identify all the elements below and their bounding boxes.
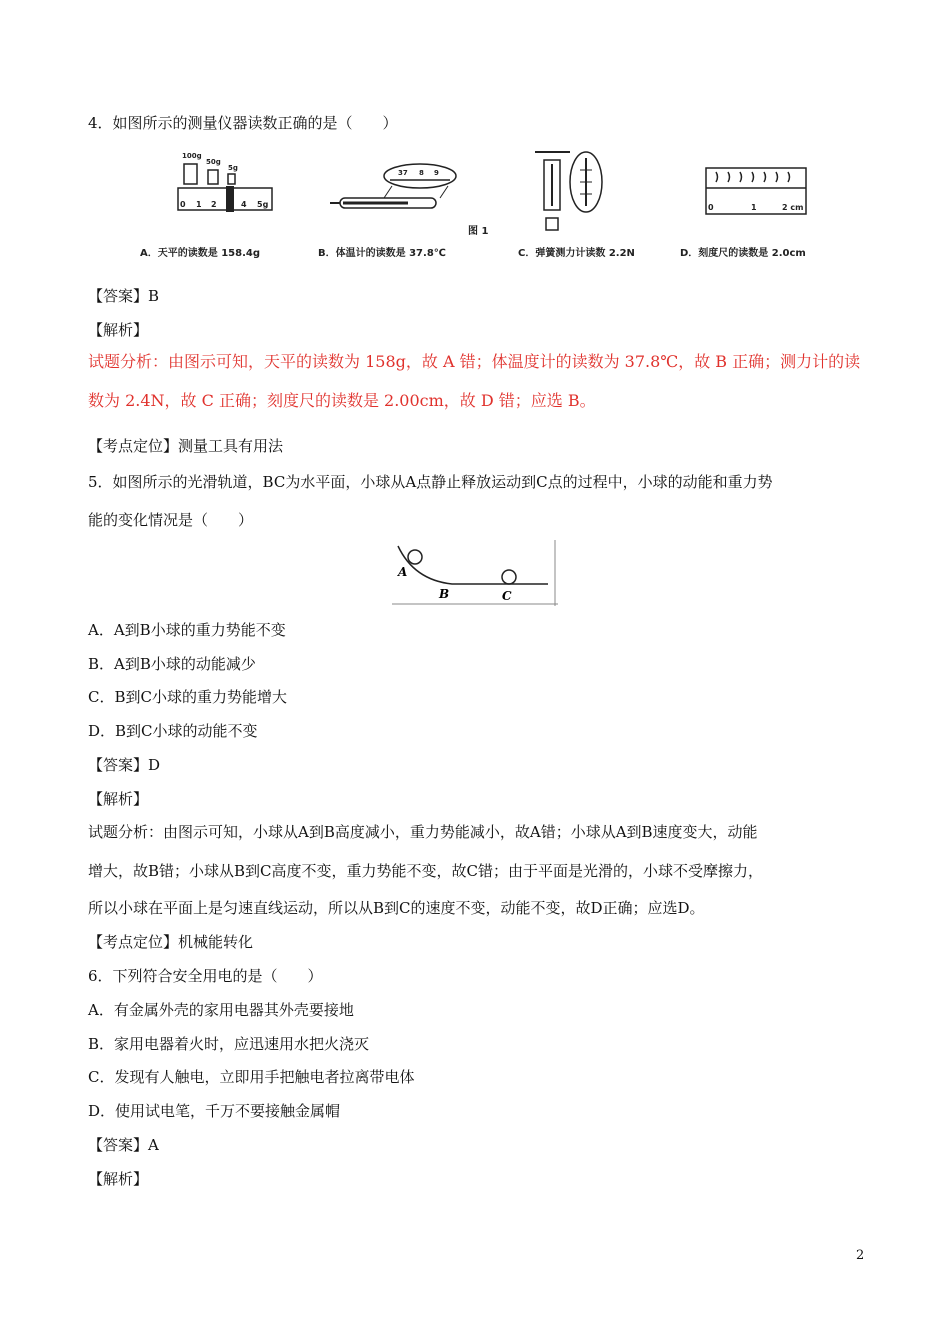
q5-track-figure <box>392 540 558 606</box>
scale-tick-1: 1 <box>196 200 202 209</box>
q4-analysis-line2: 数为 2.4N，故 C 正确；刻度尺的读数是 2.00cm，故 D 错；应选 B。 <box>88 391 596 410</box>
scale-tick-5g: 5g <box>257 200 269 209</box>
q4-analysis-line1: 试题分析：由图示可知，天平的读数为 158g，故 A 错；体温度计的读数为 37.8℃，故 B 正确；测力计的读 <box>88 352 861 371</box>
q5-ball-c <box>502 570 516 584</box>
q4-caption-a: A．天平的读数是 158.4g <box>140 248 261 259</box>
q4-analysis-head: 【解析】 <box>88 321 149 339</box>
q4-question: 4．如图所示的测量仪器读数正确的是（ ） <box>88 114 398 132</box>
scale-tick-0: 0 <box>180 200 186 209</box>
page-number: 2 <box>856 1248 865 1263</box>
scale-tick-2: 2 <box>211 200 217 209</box>
q5-option-b: B．A到B小球的动能减少 <box>88 655 256 673</box>
balance-figure <box>178 152 272 212</box>
q5-option-d: D．B到C小球的动能不变 <box>88 722 258 740</box>
q5-analysis-line1: 试题分析：由图示可知，小球从A到B高度减小，重力势能减小，故A错；小球从A到B速度变大，动能 <box>88 823 758 841</box>
q5-label-a: A <box>398 565 408 579</box>
weight-label-50g: 50g <box>206 158 221 166</box>
q4-caption-b: B．体温计的读数是 37.8℃ <box>318 248 446 259</box>
q6-option-c: C．发现有人触电，立即用手把触电者拉离带电体 <box>88 1068 415 1086</box>
q5-label-c: C <box>502 589 512 603</box>
weight-50g <box>208 170 218 184</box>
ruler-figure <box>706 168 806 214</box>
q5-question-line2: 能的变化情况是（ ） <box>88 511 254 529</box>
thermo-tick-9: 9 <box>434 169 439 177</box>
q5-analysis-line2: 增大，故B错；小球从B到C高度不变，重力势能不变，故C错；由于平面是光滑的，小球不受摩擦力， <box>88 862 764 880</box>
ruler-tick-0: 0 <box>708 203 714 212</box>
q4-caption-c: C．弹簧测力计读数 2.2N <box>518 248 635 259</box>
q6-analysis-head: 【解析】 <box>88 1170 149 1188</box>
scale-tick-3: 3 <box>226 200 232 209</box>
q6-option-d: D．使用试电笔，千万不要接触金属帽 <box>88 1102 341 1120</box>
q4-figure-label: 图 1 <box>468 226 489 237</box>
weight-100g <box>184 164 197 184</box>
thermo-tick-37: 37 <box>398 169 408 177</box>
q6-option-a: A．有金属外壳的家用电器其外壳要接地 <box>88 1001 354 1019</box>
q6-question: 6．下列符合安全用电的是（ ） <box>88 967 323 985</box>
spring-scale-figure <box>535 152 602 230</box>
weight-label-5g: 5g <box>228 164 238 172</box>
q4-answer: 【答案】B <box>88 287 160 305</box>
q5-answer: 【答案】D <box>88 756 161 774</box>
ruler-tick-1: 1 <box>751 203 757 212</box>
q5-question-line1: 5．如图所示的光滑轨道，BC为水平面，小球从A点静止释放运动到C点的过程中，小球的动能和重力势 <box>88 473 773 491</box>
q6-option-b: B．家用电器着火时，应迅速用水把火浇灭 <box>88 1035 370 1053</box>
q4-figure <box>140 146 840 264</box>
q6-answer: 【答案】A <box>88 1136 159 1154</box>
ruler-tick-2cm: 2 cm <box>782 203 804 212</box>
weight-label-100g: 100g <box>182 152 202 160</box>
q5-label-b: B <box>439 587 450 601</box>
q5-option-a: A．A到B小球的重力势能不变 <box>88 621 286 639</box>
weight-5g <box>228 174 235 184</box>
q5-analysis-head: 【解析】 <box>88 790 149 808</box>
q4-caption-d: D．刻度尺的读数是 2.0cm <box>680 248 806 259</box>
q5-topic: 【考点定位】机械能转化 <box>88 933 254 951</box>
q5-option-c: C．B到C小球的重力势能增大 <box>88 688 287 706</box>
thermometer-figure <box>330 164 456 208</box>
scale-tick-4: 4 <box>241 200 247 209</box>
thermo-tick-8: 8 <box>419 169 424 177</box>
q5-ball-a <box>408 550 422 564</box>
q5-analysis-line3: 所以小球在平面上是匀速直线运动，所以从B到C的速度不变，动能不变，故D正确；应选D。 <box>88 899 705 917</box>
q4-topic: 【考点定位】测量工具有用法 <box>88 437 284 455</box>
